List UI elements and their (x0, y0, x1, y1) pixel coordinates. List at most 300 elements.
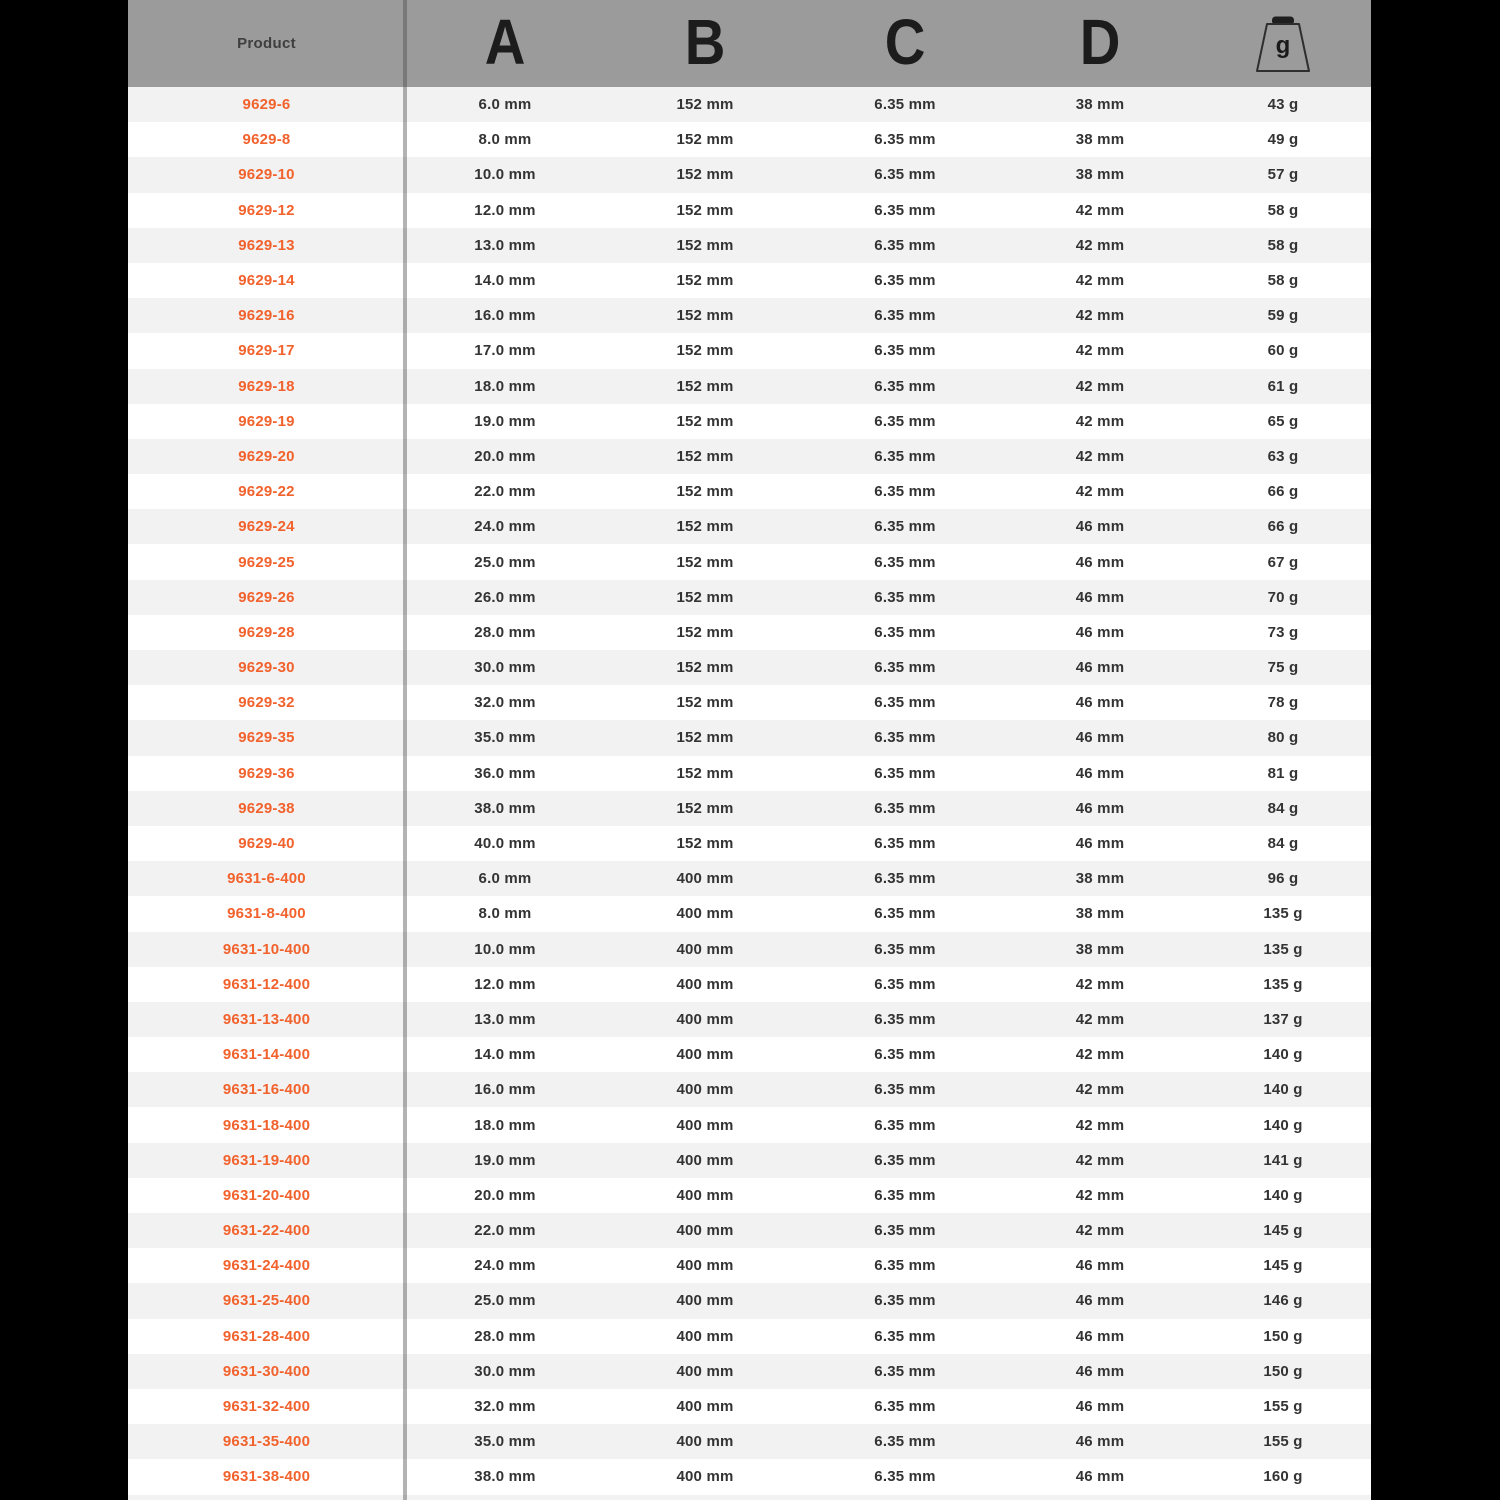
dim-b-value: 152 mm (676, 588, 734, 606)
dim-a-value: 24.0 mm (474, 518, 536, 536)
table-row (128, 1107, 1371, 1142)
column-header-a (405, 0, 605, 87)
dim-c-value: 6.35 mm (874, 975, 936, 993)
weight-value: 150 g (1263, 1327, 1303, 1345)
dim-d-value: 46 mm (1075, 1362, 1125, 1380)
weight-value: 155 g (1263, 1433, 1303, 1451)
dim-b-value: 152 mm (676, 236, 734, 254)
weight-value: 135 g (1263, 975, 1303, 993)
table-row (128, 157, 1371, 192)
dim-a-value: 38.0 mm (474, 799, 536, 817)
weight-value: 66 g (1267, 483, 1299, 501)
dim-a-value: 22.0 mm (474, 483, 536, 501)
dim-a-value: 25.0 mm (474, 1292, 536, 1310)
weight-value: 78 g (1267, 694, 1299, 712)
dim-a-value: 18.0 mm (474, 377, 536, 395)
dim-b-label: B (684, 5, 726, 78)
dim-d-value: 42 mm (1075, 307, 1125, 325)
dim-c-value: 6.35 mm (874, 1327, 936, 1345)
dim-a-value: 35.0 mm (474, 1433, 536, 1451)
dim-b-value: 400 mm (676, 1362, 734, 1380)
weight-value: 61 g (1267, 377, 1299, 395)
dim-d-value: 38 mm (1075, 96, 1125, 114)
table-row (128, 1213, 1371, 1248)
weight-value: 135 g (1263, 940, 1303, 958)
column-header-product (128, 0, 405, 87)
dim-d-value: 42 mm (1075, 377, 1125, 395)
dim-d-value: 46 mm (1075, 518, 1125, 536)
dim-d-value: 46 mm (1075, 1327, 1125, 1345)
dim-b-value: 152 mm (676, 694, 734, 712)
product-code-link[interactable]: 9629-20 (238, 447, 295, 465)
table-row (128, 1143, 1371, 1178)
product-cell (128, 896, 405, 931)
dim-a-value: 14.0 mm (474, 272, 536, 290)
dim-b-value: 400 mm (676, 1292, 734, 1310)
weight-value: 96 g (1267, 870, 1299, 888)
dim-c-value: 6.35 mm (874, 1398, 936, 1416)
product-cell (128, 1389, 405, 1424)
table-row (128, 650, 1371, 685)
dim-d-value: 42 mm (1075, 1046, 1125, 1064)
dim-a-value: 32.0 mm (474, 694, 536, 712)
table-row (128, 967, 1371, 1002)
dim-d-value: 42 mm (1075, 412, 1125, 430)
dim-c-value: 6.35 mm (874, 1433, 936, 1451)
dim-a-value: 19.0 mm (474, 412, 536, 430)
dim-b-value: 152 mm (676, 96, 734, 114)
weight-value: 58 g (1267, 236, 1299, 254)
product-cell (128, 650, 405, 685)
product-code-link[interactable]: 9629-40 (238, 835, 295, 853)
product-code-link[interactable]: 9631-22-400 (222, 1222, 311, 1240)
dim-c-value: 6.35 mm (874, 412, 936, 430)
dim-b-value: 152 mm (676, 272, 734, 290)
dim-d-value: 46 mm (1075, 659, 1125, 677)
dim-a-value: 36.0 mm (474, 764, 536, 782)
table-row (128, 1178, 1371, 1213)
dim-d-value: 38 mm (1075, 905, 1125, 923)
table-row (128, 333, 1371, 368)
dim-a-value: 6.0 mm (478, 870, 532, 888)
dim-b-value: 152 mm (676, 623, 734, 641)
table-row (128, 509, 1371, 544)
table-row (128, 1459, 1371, 1494)
dim-d-value: 42 mm (1075, 236, 1125, 254)
dim-c-value: 6.35 mm (874, 1186, 936, 1204)
dim-b-value: 400 mm (676, 1081, 734, 1099)
dim-b-value: 152 mm (676, 166, 734, 184)
dim-d-value: 42 mm (1075, 1151, 1125, 1169)
table-row (128, 791, 1371, 826)
product-cell (128, 509, 405, 544)
product-code-link[interactable]: 9629-18 (238, 377, 295, 395)
dim-b-value: 152 mm (676, 835, 734, 853)
table-body (128, 87, 1371, 1495)
table-row (128, 756, 1371, 791)
dim-a-value: 16.0 mm (474, 1081, 536, 1099)
dim-b-value: 400 mm (676, 1398, 734, 1416)
weight-value: 58 g (1267, 272, 1299, 290)
product-code-link[interactable]: 9629-26 (238, 588, 295, 606)
dim-d-value: 46 mm (1075, 553, 1125, 571)
product-cell (128, 157, 405, 192)
dim-c-value: 6.35 mm (874, 1116, 936, 1134)
dim-c-value: 6.35 mm (874, 623, 936, 641)
weight-value: 58 g (1267, 201, 1299, 219)
table-header (128, 0, 1371, 87)
table-row (128, 193, 1371, 228)
dim-b-value: 152 mm (676, 659, 734, 677)
product-cell (128, 193, 405, 228)
weight-value: 146 g (1263, 1292, 1303, 1310)
dim-a-value: 17.0 mm (474, 342, 536, 360)
product-code-link[interactable]: 9631-28-400 (222, 1327, 311, 1345)
dim-a-value: 20.0 mm (474, 1186, 536, 1204)
dim-c-value: 6.35 mm (874, 131, 936, 149)
dim-c-value: 6.35 mm (874, 870, 936, 888)
weight-value: 65 g (1267, 412, 1299, 430)
dim-b-value: 152 mm (676, 201, 734, 219)
product-code-link[interactable]: 9631-16-400 (222, 1081, 311, 1099)
product-code-link[interactable]: 9631-20-400 (222, 1186, 311, 1204)
product-code-link[interactable]: 9629-25 (238, 553, 295, 571)
product-cell (128, 1037, 405, 1072)
product-cell (128, 369, 405, 404)
dim-a-value: 14.0 mm (474, 1046, 536, 1064)
product-code-link[interactable]: 9631-24-400 (222, 1257, 311, 1275)
product-code-link[interactable]: 9631-38-400 (222, 1468, 311, 1486)
product-code-link[interactable]: 9629-19 (238, 412, 295, 430)
product-cell (128, 1459, 405, 1494)
weight-value: 145 g (1263, 1257, 1303, 1275)
table-row (128, 474, 1371, 509)
dim-d-value: 38 mm (1075, 870, 1125, 888)
product-cell (128, 333, 405, 368)
dim-d-value: 42 mm (1075, 1010, 1125, 1028)
dim-b-value: 152 mm (676, 307, 734, 325)
product-code-link[interactable]: 9629-24 (238, 518, 295, 536)
product-code-link[interactable]: 9629-22 (238, 483, 295, 501)
weight-value: 84 g (1267, 835, 1299, 853)
product-cell (128, 861, 405, 896)
dim-d-value: 46 mm (1075, 588, 1125, 606)
dim-a-value: 10.0 mm (474, 166, 536, 184)
product-code-link[interactable]: 9629-30 (238, 659, 295, 677)
weight-value: 80 g (1267, 729, 1299, 747)
product-code-link[interactable]: 9629-8 (242, 131, 291, 149)
product-cell (128, 967, 405, 1002)
dim-d-value: 38 mm (1075, 131, 1125, 149)
dim-a-value: 10.0 mm (474, 940, 536, 958)
dim-d-value: 46 mm (1075, 729, 1125, 747)
dim-b-value: 400 mm (676, 1433, 734, 1451)
product-cell (128, 1002, 405, 1037)
dim-d-value: 46 mm (1075, 1257, 1125, 1275)
product-cell (128, 228, 405, 263)
product-code-link[interactable]: 9631-18-400 (222, 1116, 311, 1134)
product-cell (128, 1213, 405, 1248)
product-code-link[interactable]: 9629-16 (238, 307, 295, 325)
product-code-link[interactable]: 9629-36 (238, 764, 295, 782)
product-cell (128, 685, 405, 720)
column-header-d (1005, 0, 1195, 87)
dim-c-value: 6.35 mm (874, 764, 936, 782)
dim-d-value: 46 mm (1075, 694, 1125, 712)
product-code-link[interactable]: 9631-32-400 (222, 1398, 311, 1416)
dim-b-value: 152 mm (676, 131, 734, 149)
product-code-link[interactable]: 9631-35-400 (222, 1433, 311, 1451)
product-code-link[interactable]: 9629-14 (238, 272, 295, 290)
table-row (128, 1037, 1371, 1072)
product-cell (128, 1178, 405, 1213)
dim-d-value: 46 mm (1075, 799, 1125, 817)
weight-icon (1254, 14, 1312, 74)
dim-a-value: 30.0 mm (474, 659, 536, 677)
product-code-link[interactable]: 9631-8-400 (227, 905, 306, 923)
dim-a-label: A (484, 5, 526, 78)
dim-a-value: 38.0 mm (474, 1468, 536, 1486)
weight-value: 63 g (1267, 447, 1299, 465)
dim-c-value: 6.35 mm (874, 342, 936, 360)
dim-a-value: 28.0 mm (474, 1327, 536, 1345)
dim-d-value: 38 mm (1075, 166, 1125, 184)
dim-c-value: 6.35 mm (874, 905, 936, 923)
dim-d-value: 42 mm (1075, 447, 1125, 465)
product-code-link[interactable]: 9629-32 (238, 694, 295, 712)
product-code-link[interactable]: 9629-12 (238, 201, 295, 219)
table-row (128, 1248, 1371, 1283)
dim-b-value: 152 mm (676, 342, 734, 360)
product-code-link[interactable]: 9629-35 (238, 729, 295, 747)
weight-unit-label: g (1275, 31, 1291, 59)
dim-d-value: 46 mm (1075, 1398, 1125, 1416)
dim-a-value: 20.0 mm (474, 447, 536, 465)
product-cell (128, 791, 405, 826)
dim-c-value: 6.35 mm (874, 1151, 936, 1169)
weight-value: 140 g (1263, 1186, 1303, 1204)
weight-value: 75 g (1267, 659, 1299, 677)
dim-d-value: 42 mm (1075, 975, 1125, 993)
dim-a-value: 8.0 mm (478, 131, 532, 149)
product-cell (128, 756, 405, 791)
dim-d-value: 42 mm (1075, 1116, 1125, 1134)
weight-value: 70 g (1267, 588, 1299, 606)
dim-a-value: 12.0 mm (474, 201, 536, 219)
product-cell (128, 932, 405, 967)
column-header-weight (1195, 0, 1371, 87)
dim-d-value: 46 mm (1075, 1292, 1125, 1310)
dim-d-value: 42 mm (1075, 201, 1125, 219)
product-cell (128, 1319, 405, 1354)
product-code-link[interactable]: 9631-19-400 (222, 1151, 311, 1169)
product-cell (128, 474, 405, 509)
dim-b-value: 152 mm (676, 764, 734, 782)
product-code-link[interactable]: 9631-6-400 (227, 870, 306, 888)
dim-a-value: 26.0 mm (474, 588, 536, 606)
dim-b-value: 152 mm (676, 553, 734, 571)
dim-c-value: 6.35 mm (874, 272, 936, 290)
table-row (128, 685, 1371, 720)
table-row (128, 439, 1371, 474)
dim-c-value: 6.35 mm (874, 1081, 936, 1099)
dim-d-value: 42 mm (1075, 272, 1125, 290)
table-row (128, 1389, 1371, 1424)
table-row (128, 1354, 1371, 1389)
dim-b-value: 400 mm (676, 1046, 734, 1064)
table-row (128, 1002, 1371, 1037)
product-cell (128, 87, 405, 122)
product-code-link[interactable]: 9631-12-400 (222, 975, 311, 993)
product-code-link[interactable]: 9631-10-400 (222, 940, 311, 958)
product-code-link[interactable]: 9629-6 (242, 96, 291, 114)
dim-b-value: 152 mm (676, 377, 734, 395)
dim-a-value: 19.0 mm (474, 1151, 536, 1169)
dim-a-value: 24.0 mm (474, 1257, 536, 1275)
weight-value: 67 g (1267, 553, 1299, 571)
weight-value: 73 g (1267, 623, 1299, 641)
dim-d-value: 42 mm (1075, 1081, 1125, 1099)
product-code-link[interactable]: 9631-14-400 (222, 1046, 311, 1064)
dim-d-value: 42 mm (1075, 342, 1125, 360)
product-cell (128, 1354, 405, 1389)
column-header-c (805, 0, 1005, 87)
dim-d-value: 42 mm (1075, 1222, 1125, 1240)
dim-b-value: 400 mm (676, 1186, 734, 1204)
partial-row-stripe (128, 1495, 1371, 1500)
product-cell (128, 1248, 405, 1283)
product-cell (128, 544, 405, 579)
product-code-link[interactable]: 9631-25-400 (222, 1292, 311, 1310)
dim-a-value: 35.0 mm (474, 729, 536, 747)
product-code-link[interactable]: 9629-28 (238, 623, 295, 641)
dim-a-value: 18.0 mm (474, 1116, 536, 1134)
dim-d-value: 46 mm (1075, 1433, 1125, 1451)
dim-d-value: 46 mm (1075, 835, 1125, 853)
dim-b-value: 152 mm (676, 729, 734, 747)
dim-a-value: 16.0 mm (474, 307, 536, 325)
dim-c-value: 6.35 mm (874, 1257, 936, 1275)
product-code-link[interactable]: 9629-38 (238, 799, 295, 817)
product-cell (128, 826, 405, 861)
dim-c-value: 6.35 mm (874, 940, 936, 958)
table-row (128, 580, 1371, 615)
dim-c-value: 6.35 mm (874, 307, 936, 325)
weight-value: 135 g (1263, 905, 1303, 923)
dim-c-value: 6.35 mm (874, 447, 936, 465)
table-row (128, 861, 1371, 896)
dim-b-value: 400 mm (676, 1010, 734, 1028)
product-code-link[interactable]: 9631-13-400 (222, 1010, 311, 1028)
dim-b-value: 152 mm (676, 483, 734, 501)
table-row (128, 720, 1371, 755)
dim-c-value: 6.35 mm (874, 1222, 936, 1240)
dim-c-value: 6.35 mm (874, 799, 936, 817)
dim-d-value: 46 mm (1075, 623, 1125, 641)
table-row (128, 896, 1371, 931)
table-row (128, 228, 1371, 263)
table-row (128, 369, 1371, 404)
dim-b-value: 400 mm (676, 975, 734, 993)
dim-a-value: 30.0 mm (474, 1362, 536, 1380)
dim-b-value: 400 mm (676, 870, 734, 888)
weight-value: 140 g (1263, 1081, 1303, 1099)
dim-c-value: 6.35 mm (874, 236, 936, 254)
dim-b-value: 400 mm (676, 1151, 734, 1169)
dim-d-value: 42 mm (1075, 1186, 1125, 1204)
weight-value: 150 g (1263, 1362, 1303, 1380)
product-code-link[interactable]: 9629-10 (238, 166, 295, 184)
dim-a-value: 6.0 mm (478, 96, 532, 114)
product-column-label: Product (237, 35, 296, 52)
dim-c-value: 6.35 mm (874, 166, 936, 184)
dim-a-value: 12.0 mm (474, 975, 536, 993)
dim-c-value: 6.35 mm (874, 201, 936, 219)
weight-value: 59 g (1267, 307, 1299, 325)
weight-value: 60 g (1267, 342, 1299, 360)
table-row (128, 87, 1371, 122)
column-header-b (605, 0, 805, 87)
table-row (128, 263, 1371, 298)
dim-b-value: 400 mm (676, 940, 734, 958)
dim-a-value: 22.0 mm (474, 1222, 536, 1240)
weight-value: 145 g (1263, 1222, 1303, 1240)
dim-b-value: 152 mm (676, 799, 734, 817)
dim-d-value: 38 mm (1075, 940, 1125, 958)
product-cell (128, 1143, 405, 1178)
product-cell (128, 439, 405, 474)
table-row (128, 826, 1371, 861)
weight-value: 81 g (1267, 764, 1299, 782)
weight-value: 66 g (1267, 518, 1299, 536)
dim-c-value: 6.35 mm (874, 1292, 936, 1310)
dim-a-value: 40.0 mm (474, 835, 536, 853)
dim-c-value: 6.35 mm (874, 1046, 936, 1064)
dim-c-value: 6.35 mm (874, 1362, 936, 1380)
dim-b-value: 400 mm (676, 1468, 734, 1486)
dim-a-value: 8.0 mm (478, 905, 532, 923)
product-cell (128, 580, 405, 615)
table-row (128, 404, 1371, 439)
dim-c-value: 6.35 mm (874, 377, 936, 395)
weight-value: 141 g (1263, 1151, 1303, 1169)
dim-c-value: 6.35 mm (874, 96, 936, 114)
table-row (128, 1319, 1371, 1354)
table-row (128, 932, 1371, 967)
dim-b-value: 400 mm (676, 1222, 734, 1240)
dim-b-value: 400 mm (676, 1257, 734, 1275)
dim-b-value: 400 mm (676, 1327, 734, 1345)
weight-value: 137 g (1263, 1010, 1303, 1028)
dim-c-value: 6.35 mm (874, 659, 936, 677)
table-row (128, 298, 1371, 333)
dim-b-value: 152 mm (676, 412, 734, 430)
product-cell (128, 615, 405, 650)
dim-d-value: 46 mm (1075, 764, 1125, 782)
product-code-link[interactable]: 9629-17 (238, 342, 295, 360)
product-cell (128, 1424, 405, 1459)
dim-c-value: 6.35 mm (874, 1468, 936, 1486)
table-row (128, 1072, 1371, 1107)
product-code-link[interactable]: 9629-13 (238, 236, 295, 254)
dim-c-value: 6.35 mm (874, 694, 936, 712)
dim-a-value: 28.0 mm (474, 623, 536, 641)
weight-value: 140 g (1263, 1046, 1303, 1064)
dim-c-value: 6.35 mm (874, 1010, 936, 1028)
dim-b-value: 400 mm (676, 905, 734, 923)
weight-value: 57 g (1267, 166, 1299, 184)
product-code-link[interactable]: 9631-30-400 (222, 1362, 311, 1380)
